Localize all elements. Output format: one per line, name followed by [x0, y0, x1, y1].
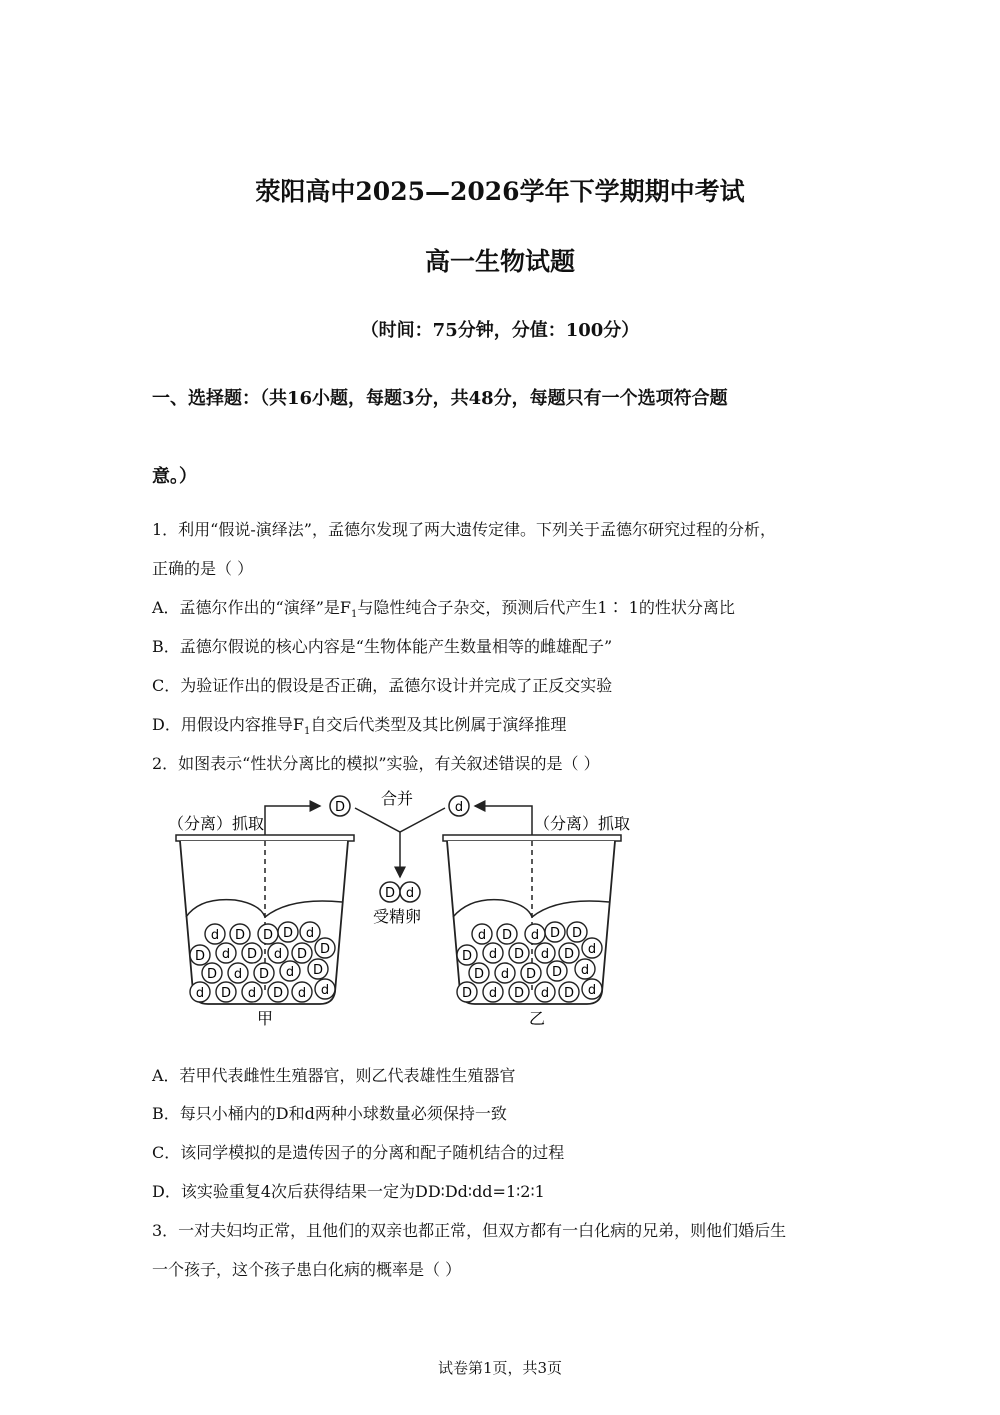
left-grab-label: （分离）抓取 — [168, 814, 265, 833]
yi-ball-label: d — [477, 928, 487, 943]
bucket-yi-label: 乙 — [529, 1009, 546, 1028]
jia-ball-label: D — [220, 986, 232, 1001]
merge-lines — [355, 808, 445, 832]
jia-ball-label: D — [282, 926, 294, 941]
yi-ball-label: d — [587, 983, 597, 998]
jia-ball-label: d — [195, 986, 205, 1001]
jia-ball-label: D — [194, 949, 206, 964]
ball-d-upper-picked-text: D — [334, 800, 346, 815]
yi-ball-label: D — [513, 947, 525, 962]
q1-option-d — [152, 712, 566, 737]
yi-ball-label: d — [580, 963, 590, 978]
yi-ball-label: d — [530, 928, 540, 943]
jia-ball-label: d — [273, 947, 283, 962]
yi-ball-label: d — [587, 942, 597, 957]
zygote-label: 受精卵 — [373, 907, 422, 926]
q2-stem: 2．如图表示“性状分离比的模拟”实验，有关叙述错误的是（ ） — [152, 754, 600, 773]
left-arrow — [265, 806, 320, 835]
jia-ball-label: D — [272, 986, 284, 1001]
jia-ball-label: d — [210, 928, 220, 943]
yi-ball-label: D — [461, 986, 473, 1001]
yi-ball-label: D — [513, 986, 525, 1001]
yi-ball-label: d — [500, 967, 510, 982]
q2-option-c: C．该同学模拟的是遗传因子的分离和配子随机结合的过程 — [152, 1143, 565, 1162]
jia-ball-label: D — [258, 967, 270, 982]
yi-ball-label: D — [551, 965, 563, 980]
page-footer: 试卷第1页，共3页 — [437, 1359, 563, 1377]
q2-option-a: A．若甲代表雌性生殖器官，则乙代表雄性生殖器官 — [152, 1066, 516, 1085]
yi-ball-label: D — [549, 926, 561, 941]
jia-ball-label: D — [206, 967, 218, 982]
bucket-yi — [443, 835, 621, 1004]
jia-ball-label: d — [233, 967, 243, 982]
jia-ball-label: d — [305, 926, 315, 941]
jia-ball-label: d — [247, 986, 257, 1001]
exam-title: 荥阳高中2025—2026学年下学期期中考试 — [255, 177, 745, 206]
jia-ball-label: d — [285, 965, 295, 980]
right-grab-label: （分离）抓取 — [534, 814, 631, 833]
zygote-ball-d-upper-text: D — [384, 886, 396, 901]
jia-ball-label: D — [312, 963, 324, 978]
merge-label: 合并 — [381, 789, 414, 808]
yi-ball-label: d — [488, 986, 498, 1001]
yi-ball-label: d — [540, 986, 550, 1001]
yi-ball-label: D — [571, 926, 583, 941]
jia-ball-label: D — [262, 928, 274, 943]
q3-stem-line1: 3．一对夫妇均正常，且他们的双亲也都正常，但双方都有一白化病的兄弟，则他们婚后生 — [152, 1221, 787, 1240]
yi-ball-label: D — [563, 947, 575, 962]
q1-option-b: B．孟德尔假说的核心内容是“生物体能产生数量相等的雌雄配子” — [152, 637, 613, 656]
q1-option-c: C．为验证作出的假设是否正确，孟德尔设计并完成了正反交实验 — [152, 676, 613, 695]
q1-stem-line1: 1．利用“假说-演绎法”，孟德尔发现了两大遗传定律。下列关于孟德尔研究过程的分析， — [152, 520, 776, 539]
jia-ball-label: d — [297, 986, 307, 1001]
yi-ball-label: d — [488, 947, 498, 962]
yi-ball-label: D — [563, 986, 575, 1001]
bucket-jia — [176, 835, 354, 1004]
jia-ball-label: D — [319, 942, 331, 957]
right-arrow — [475, 806, 532, 835]
q1-option-d-sub: 1 — [303, 726, 311, 738]
section-heading-line2: 意。） — [152, 466, 197, 487]
q2-figure — [160, 782, 640, 1032]
jia-ball-label: D — [246, 947, 258, 962]
q1-option-d-post: 自交后代类型及其比例属于演绎推理 — [310, 715, 567, 734]
exam-subtitle: 高一生物试题 — [424, 247, 575, 276]
zygote-ball-d-lower-text: d — [405, 886, 415, 901]
jia-ball-label: D — [296, 947, 308, 962]
q2-option-d: D．该实验重复4次后获得结果一定为DD∶Dd∶dd=1∶2∶1 — [152, 1182, 545, 1201]
yi-ball-label: D — [501, 928, 513, 943]
yi-ball-label: D — [525, 967, 537, 982]
q2-option-b: B．每只小桶内的D和d两种小球数量必须保持一致 — [152, 1104, 507, 1123]
q1-option-a-post: 与隐性纯合子杂交，预测后代产生1∶ 1的性状分离比 — [357, 598, 735, 617]
yi-ball-label: D — [473, 967, 485, 982]
yi-ball-label: d — [540, 947, 550, 962]
q1-option-a-sub: 1 — [351, 609, 358, 621]
ball-d-lower-picked-text: d — [454, 800, 464, 815]
exam-time-info: （时间：75分钟，分值：100分） — [360, 320, 640, 341]
jia-ball-label: D — [234, 928, 246, 943]
q3-stem-line2: 一个孩子，这个孩子患白化病的概率是（ ） — [152, 1260, 462, 1279]
section-heading-line1: 一、选择题：（共16小题，每题3分，共48分，每题只有一个选项符合题 — [152, 388, 728, 409]
yi-ball-label: D — [461, 949, 473, 964]
bucket-jia-label: 甲 — [257, 1009, 274, 1028]
q1-stem-line2: 正确的是（ ） — [152, 559, 254, 578]
jia-ball-label: d — [320, 983, 330, 998]
jia-ball-label: d — [221, 947, 231, 962]
q1-option-a-pre: A．孟德尔作出的“演绎”是F — [152, 598, 352, 617]
q1-option-d-pre: D．用假设内容推导F — [152, 715, 304, 734]
q1-option-a — [152, 595, 735, 620]
